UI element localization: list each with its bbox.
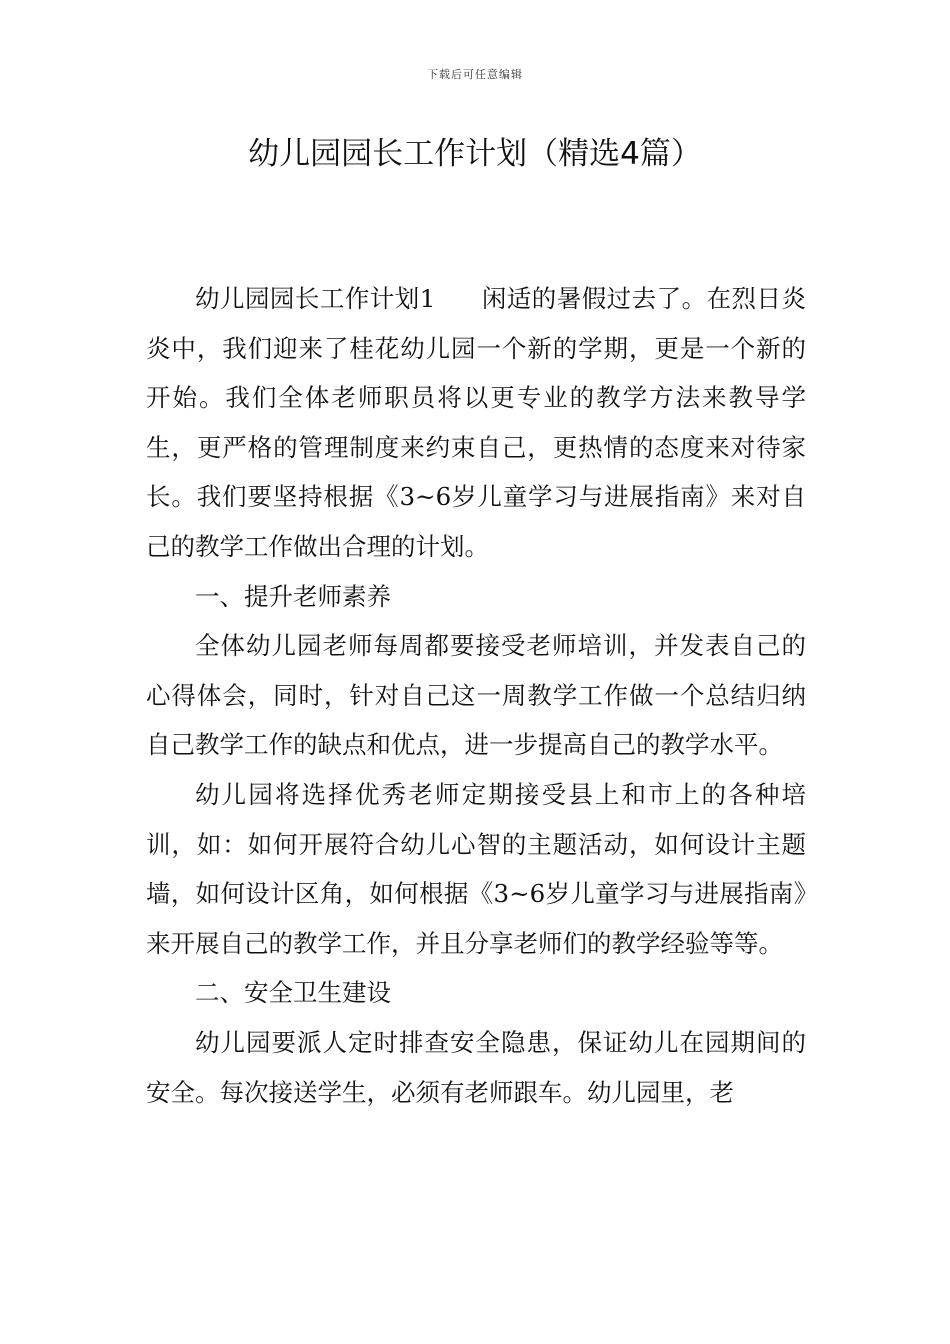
intro-paragraph bbox=[146, 274, 806, 572]
document-title: 幼儿园园长工作计划（精选4篇） bbox=[248, 136, 702, 172]
section-1-heading: 一、提升老师素养 bbox=[195, 581, 391, 611]
intro-text: 闲适的暑假过去了。在烈日炎炎中，我们迎来了桂花幼儿园一个新的学期，更是一个新的开始。我们全体老师职员将以更专业的教学方法来教导学生，更严格的管理制度来约束自己，更热情的态度来对待家长。我们要坚持根据《3~6岁儿童学习与进展指南》来对自己的教学工作做出合理的计划。 bbox=[146, 284, 806, 561]
intro-label: 幼儿园园长工作计划1 bbox=[195, 284, 436, 313]
header-note: 下载后可任意编辑 bbox=[427, 68, 523, 81]
section-1-paragraph-1: 全体幼儿园老师每周都要接受老师培训，并发表自己的心得体会，同时，针对自己这一周教学工作做一个总结归纳自己教学工作的缺点和优点，进一步提高自己的教学水平。 bbox=[146, 631, 806, 760]
section-1-paragraph-2: 幼儿园将选择优秀老师定期接受县上和市上的各种培训，如：如何开展符合幼儿心智的主题活动，如何设计主题墙，如何设计区角，如何根据《3~6岁儿童学习与进展指南》来开展自己的教学工作，并且分享老师们的教学经验等等。 bbox=[146, 779, 806, 958]
document-body bbox=[146, 274, 806, 1117]
section-2-heading: 二、安全卫生建设 bbox=[195, 978, 391, 1008]
section-2-paragraph-1: 幼儿园要派人定时排查安全隐患，保证幼儿在园期间的安全。每次接送学生，必须有老师跟车。幼儿园里，老 bbox=[146, 1027, 806, 1107]
